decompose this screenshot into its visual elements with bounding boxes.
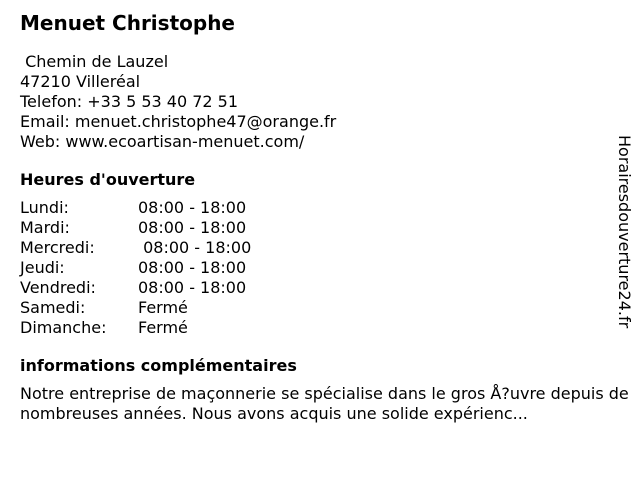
address-block <box>20 52 608 152</box>
phone-line[interactable]: Telefon: +33 5 53 40 72 51 <box>20 92 239 111</box>
hours-value: 08:00 - 18:00 <box>138 278 247 297</box>
day-label: Samedi: <box>20 298 86 317</box>
opening-hours-heading: Heures d'ouverture <box>20 170 196 189</box>
email-line[interactable]: Email: menuet.christophe47@orange.fr <box>20 112 337 131</box>
business-name: Menuet Christophe <box>20 11 235 35</box>
day-label: Jeudi: <box>20 258 65 277</box>
hours-value: Fermé <box>138 298 188 317</box>
hours-row-sunday <box>20 318 251 338</box>
hours-value: 08:00 - 18:00 <box>138 258 247 277</box>
hours-value: 08:00 - 18:00 <box>138 218 247 237</box>
hours-row-wednesday <box>20 238 251 258</box>
hours-value: 08:00 - 18:00 <box>138 198 247 217</box>
site-watermark: Horairesdouverture24.fr <box>615 135 634 329</box>
day-label: Dimanche: <box>20 318 107 337</box>
street-address: Chemin de Lauzel <box>20 52 169 71</box>
website-line[interactable]: Web: www.ecoartisan-menuet.com/ <box>20 132 305 151</box>
additional-info-text: Notre entreprise de maçonnerie se spécialise dans le gros Å?uvre depuis de nombreuses années. Nous avons acquis une solide expérienc... <box>20 384 629 423</box>
hours-value: Fermé <box>138 318 188 337</box>
hours-row-thursday <box>20 258 251 278</box>
additional-info-heading: informations complémentaires <box>20 356 297 375</box>
day-label: Mercredi: <box>20 238 95 257</box>
hours-row-monday <box>20 198 251 218</box>
day-label: Mardi: <box>20 218 70 237</box>
day-label: Vendredi: <box>20 278 96 297</box>
hours-row-friday <box>20 278 251 298</box>
opening-hours-table <box>20 198 251 338</box>
hours-value: 08:00 - 18:00 <box>138 238 252 257</box>
hours-row-tuesday <box>20 218 251 238</box>
hours-row-saturday <box>20 298 251 318</box>
city-line: 47210 Villeréal <box>20 72 141 91</box>
day-label: Lundi: <box>20 198 69 217</box>
